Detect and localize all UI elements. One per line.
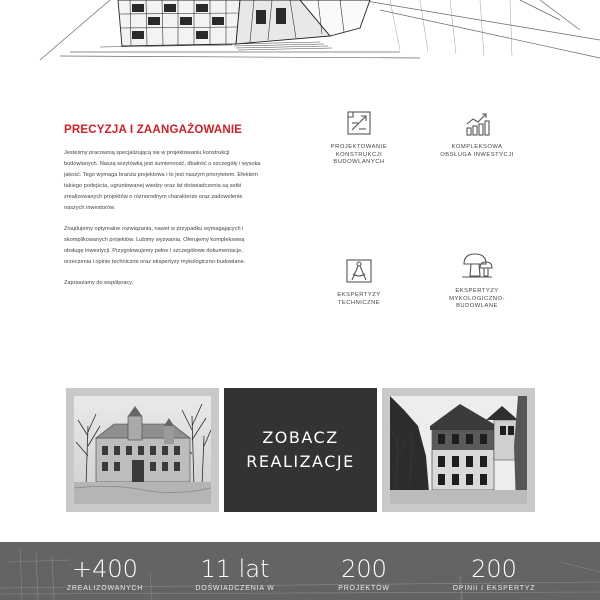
palace-photo: [74, 396, 211, 504]
compass-icon: [344, 256, 374, 286]
see-projects-button[interactable]: [224, 388, 377, 512]
building-sketch-illustration: [0, 0, 600, 68]
stats-section: [0, 542, 600, 600]
stat-projects-completed: [40, 556, 170, 592]
about-section: [64, 124, 264, 299]
stat-caption: DOŚWIADCZENIA W: [195, 585, 275, 592]
stat-number: +400: [72, 555, 138, 583]
cta-line-2: REALIZACJE: [246, 452, 355, 471]
about-heading: PRECYZJA I ZAANGAŻOWANIE: [64, 124, 243, 136]
service-technical-expertise[interactable]: [304, 256, 414, 307]
villa-photo: [390, 396, 527, 504]
project-photo-villa[interactable]: [382, 388, 535, 512]
service-label: EKSPERTYZY MYKOLOGICZNO- BUDOWLANE: [449, 288, 505, 310]
service-design[interactable]: [304, 108, 414, 167]
stat-caption: PROJEKTÓW: [338, 585, 390, 592]
cta-line-1: ZOBACZ: [262, 428, 339, 447]
service-investment[interactable]: [422, 108, 532, 159]
stat-caption: OPINII I EKSPERTYZ: [452, 585, 536, 592]
stat-designs: [299, 556, 429, 592]
service-label: EKSPERTYZY TECHNICZNE: [337, 292, 381, 306]
stat-opinions-expertise: [429, 556, 559, 592]
about-paragraph: Znajdujemy optymalne rozwiązania, nawet w przypadku wymagających i skomplikowanych projektów. Lubimy wyzwania. Oferujemy kompleksową obsługę inwestycji. Przygotowujemy pełne i szczegółowe dokumentacje, orzeczenia i opinie techniczne oraz ekspertyzy mykologiczno-budowlane.: [64, 226, 246, 265]
hero-building-sketch: [0, 0, 600, 68]
stat-caption: ZREALIZOWANYCH: [66, 585, 144, 592]
service-label: KOMPLEKSOWA OBSŁUGA INWESTYCJI: [440, 144, 514, 158]
stat-years-experience: [170, 556, 300, 592]
service-label: PROJEKTOWANIE KONSTRUKCJI BUDOWLANYCH: [330, 144, 388, 166]
about-paragraph: Zapraszamy do współpracy.: [64, 280, 134, 286]
blueprint-icon: [344, 108, 374, 138]
stat-number: 200: [471, 555, 517, 583]
service-mycology-expertise[interactable]: [422, 248, 532, 311]
stat-number: 11 lat: [200, 555, 270, 583]
mushroom-icon: [460, 248, 494, 282]
about-paragraph: Jesteśmy pracownią specjalizującą się w projektowaniu konstrukcji budowlanych. Naszą wizytówką jest sumienność, dbałość o szczegóły i wysoka jakość. Tego wymaga branża projektowa i to jest naszym priorytetem. Efektem takiego podejścia, ugruntowanej wiedzy oraz lat doświadczenia są setki zrealizowanych projektów o różnorodnym charakterze oraz zadowolenie naszych inwestorów.: [64, 150, 261, 211]
growth-chart-icon: [462, 108, 492, 138]
stat-number: 200: [341, 555, 387, 583]
project-photo-palace[interactable]: [66, 388, 219, 512]
